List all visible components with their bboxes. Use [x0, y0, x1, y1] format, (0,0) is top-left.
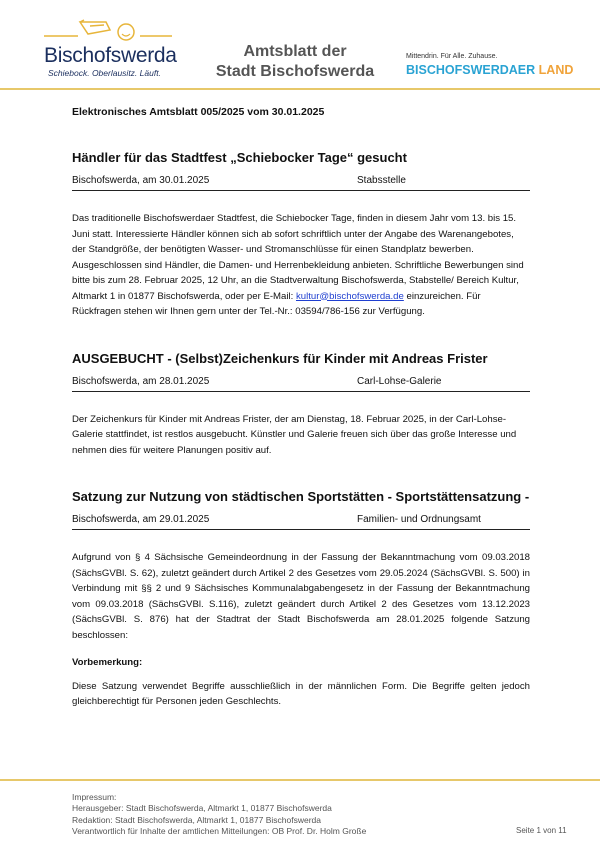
article-title: AUSGEBUCHT - (Selbst)Zeichenkurs für Kinder mit Andreas Frister: [72, 350, 488, 366]
article-date: Bischofswerda, am 29.01.2025: [72, 514, 210, 525]
impressum-responsible: Verantwortlich für Inhalte der amtlichen Mitteilungen: OB Prof. Dr. Holm Große: [72, 825, 367, 836]
article-body-text: Das traditionelle Bischofswerdaer Stadtfest, die Schiebocker Tage, finden in diesem Jahr vom 13. bis 15. Juni statt. Interessierte Händler können sich ab sofort schriftlich unter der Angabe des Warenangebotes, der Standgröße, der benötigten Wasser- und Stromanschlüsse für einen Standplatz bewerben. Ausgeschlossen sind Händler, die Damen- und Herrenbekleidung anbieten. Schriftliche Bewerbungen sind bitte bis zum 28. Februar 2025, 12 Uhr, an die Stadtverwaltung Bischofswerda, Stabstelle/ Bereich Kultur, Altmarkt 1 in 01877 Bischofswerda, oder per E-Mail:: [72, 213, 524, 302]
article-title: Händler für das Stadtfest „Schiebocker Tage“ gesucht: [72, 150, 407, 165]
wheelbarrow-logo-icon: [44, 18, 174, 44]
page-number: Seite 1 von 11: [516, 826, 567, 835]
header-divider: [0, 88, 600, 90]
impressum-editor: Redaktion: Stadt Bischofswerda, Altmarkt 1, 01877 Bischofswerda: [72, 814, 321, 825]
region-logo-part2: LAND: [538, 63, 574, 77]
article-department: Stabsstelle: [357, 175, 406, 186]
article-subbody: Diese Satzung verwendet Begriffe ausschließlich in der männlichen Form. Die Begriffe gelten jedoch gleichberechtigt für Personen jeden Geschlechts.: [72, 680, 530, 707]
article-department: Familien- und Ordnungsamt: [357, 514, 481, 525]
issue-title: Elektronisches Amtsblatt 005/2025 vom 30.01.2025: [72, 106, 325, 118]
document-content: [72, 105, 530, 710]
article-department: Carl-Lohse-Galerie: [357, 375, 442, 387]
publication-title: [200, 42, 390, 82]
region-slogan: Mittendrin. Für Alle. Zuhause.: [406, 53, 498, 60]
logo-tagline: Schiebock. Oberlausitz. Läuft.: [48, 68, 161, 78]
article-meta: [72, 174, 530, 191]
publication-title-line1: Amtsblatt der: [243, 43, 347, 60]
article-date: Bischofswerda, am 28.01.2025: [72, 375, 210, 387]
email-link[interactable]: kultur@bischofswerda.de: [295, 290, 404, 302]
region-logo: [406, 63, 573, 77]
article-subheading: Vorbemerkung:: [72, 657, 143, 668]
logo-name: Bischofswerda: [44, 44, 177, 67]
article-date: Bischofswerda, am 30.01.2025: [72, 175, 210, 186]
article-title: Satzung zur Nutzung von städtischen Sportstätten - Sportstättensatzung -: [72, 489, 530, 504]
article-body: [72, 211, 530, 320]
article-meta: [72, 375, 530, 392]
impressum-publisher: Herausgeber: Stadt Bischofswerda, Altmarkt 1, 01877 Bischofswerda: [72, 803, 332, 814]
article-body: Der Zeichenkurs für Kinder mit Andreas Frister, der am Dienstag, 18. Februar 2025, in der Carl-Lohse-Galerie stattfindet, ist restlos ausgebucht. Künstler und Galerie freuen sich über das große Interesse und nehmen dies für weitere Planungen positiv auf.: [72, 413, 517, 456]
impressum-label: Impressum:: [72, 792, 117, 802]
region-logo-part1: BISCHOFSWERDAER: [406, 63, 536, 77]
article-meta: [72, 513, 530, 530]
footer-divider: [0, 779, 600, 781]
publication-title-line2: Stadt Bischofswerda: [215, 63, 375, 80]
article-body-text-end: einzureichen. Für Rückfragen stehen wir Ihnen gern unter der Tel.-Nr.: 03594/786-156 zur Verfügung.: [72, 290, 481, 317]
footer-impressum: [72, 792, 366, 837]
article-body: Aufgrund von § 4 Sächsische Gemeindeordnung in der Fassung der Bekanntmachung vom 09.03.2018 (SächsGVBl. S. 62), zuletzt geändert durch Artikel 2 des Gesetzes vom 29.05.2024 (SächsGVBl. S. 500) in Verbindung mit §§ 2 und 9 Sächsisches Kommunalabgabengesetz in der Fassung der Bekanntmachung vom 09.03.2018 (SächsGVBl. S.116), zuletzt geändert durch Artikel 2 des Gesetzes vom 13.12.2023 (SächsGVBl. S. 876) hat der Stadtrat der Stadt Bischofswerda am 28.01.2025 folgende Satzung beschlossen:: [72, 552, 530, 641]
